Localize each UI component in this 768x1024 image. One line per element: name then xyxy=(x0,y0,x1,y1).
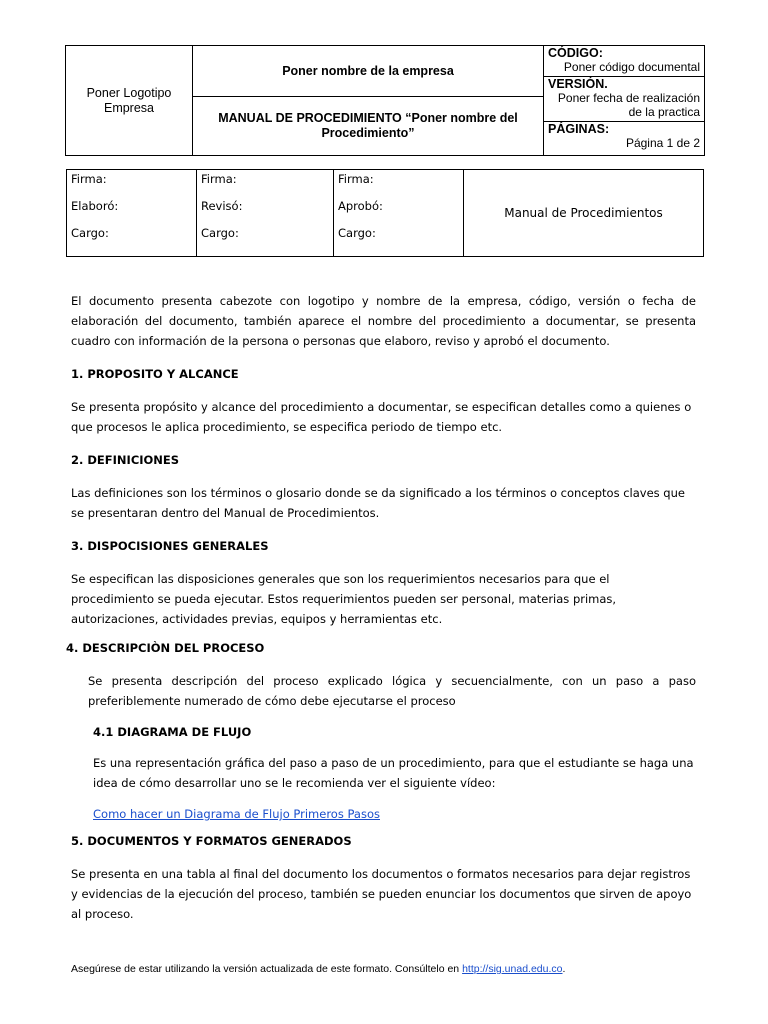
section-text-1: Se presenta propósito y alcance del procedimiento a documentar, se especifican detalles como a quienes o que procesos le aplica procedimiento, se especifica periodo de tiempo etc. xyxy=(71,400,692,434)
flowchart-video-link[interactable]: Como hacer un Diagrama de Flujo Primeros Pasos xyxy=(93,807,380,821)
cargo-label: Cargo: xyxy=(71,226,109,240)
intro-paragraph: El documento presenta cabezote con logotipo y nombre de la empresa, código, versión o fecha de elaboración del documento, también aparece el nombre del procedimiento a documentar, se presenta cuadro con información de la persona o personas que elaboro, reviso y aprobó el documento. xyxy=(71,294,696,348)
logo-placeholder: Poner Logotipo Empresa xyxy=(66,46,193,156)
section-text-3: Se especifican las disposiciones generales que son los requerimientos necesarios para que el procedimiento se pueda ejecutar. Estos requerimientos pueden ser personal, materias primas, autorizaciones, actividades previas, equipos y herramientas etc. xyxy=(71,572,617,626)
section-text-4: Se presenta descripción del proceso explicado lógica y secuencialmente, con un paso a paso preferiblemente numerado de cómo debe ejecutarse el proceso xyxy=(88,674,696,708)
signature-table xyxy=(66,169,704,257)
cargo-label: Cargo: xyxy=(338,226,376,240)
codigo-label: CÓDIGO: xyxy=(548,46,603,60)
section-text-4-1: Es una representación gráfica del paso a paso de un procedimiento, para que el estudiante se haga una idea de cómo desarrollar uno se le recomienda ver el siguiente vídeo: xyxy=(93,756,694,790)
firma-label: Firma: xyxy=(338,172,374,186)
aprobo-label: Aprobó: xyxy=(338,199,383,213)
signature-cell-reviso xyxy=(197,170,334,257)
company-name: Poner nombre de la empresa xyxy=(193,46,544,97)
paginas-label: PÁGINAS: xyxy=(548,122,610,136)
video-link-paragraph xyxy=(71,804,696,824)
paginas-block xyxy=(544,122,704,155)
manual-title: MANUAL DE PROCEDIMIENTO “Poner nombre del Procedimiento” xyxy=(193,97,544,156)
codigo-block xyxy=(544,46,704,77)
document-header-table xyxy=(65,45,705,156)
section-text-2: Las definiciones son los términos o glosario donde se da significado a los términos o conceptos claves que se presentaran dentro del Manual de Procedimientos. xyxy=(71,486,685,520)
page-footer xyxy=(71,963,565,975)
document-body xyxy=(66,291,696,924)
section-heading-4-1: 4.1 DIAGRAMA DE FLUJO xyxy=(93,725,252,739)
document-meta xyxy=(544,46,705,156)
version-block xyxy=(544,77,704,122)
version-value: Poner fecha de realización de la practica xyxy=(557,91,700,119)
footer-text: Asegúrese de estar utilizando la versión actualizada de este formato. Consúltelo en xyxy=(71,963,463,975)
footer-end: . xyxy=(562,963,566,975)
paginas-value: Página 1 de 2 xyxy=(625,136,700,150)
firma-label: Firma: xyxy=(201,172,237,186)
section-heading-2: 2. DEFINICIONES xyxy=(71,453,180,467)
version-label: VERSIÓN. xyxy=(548,77,608,91)
reviso-label: Revisó: xyxy=(201,199,243,213)
codigo-value: Poner código documental xyxy=(563,60,700,74)
firma-label: Firma: xyxy=(71,172,107,186)
section-heading-4: 4. DESCRIPCIÒN DEL PROCESO xyxy=(66,641,265,655)
section-heading-3: 3. DISPOCISIONES GENERALES xyxy=(71,539,269,553)
document-type-cell: Manual de Procedimientos xyxy=(464,170,704,257)
signature-cell-elaboro xyxy=(67,170,197,257)
elaboro-label: Elaboró: xyxy=(71,199,119,213)
section-heading-5: 5. DOCUMENTOS Y FORMATOS GENERADOS xyxy=(71,834,352,848)
section-heading-1: 1. PROPOSITO Y ALCANCE xyxy=(71,367,239,381)
cargo-label: Cargo: xyxy=(201,226,239,240)
footer-link[interactable]: http://sig.unad.edu.co xyxy=(462,963,563,975)
section-text-5: Se presenta en una tabla al final del documento los documentos o formatos necesarios para dejar registros y evidencias de la ejecución del proceso, también se pueden enunciar los documentos que sirven de apoyo al proceso. xyxy=(71,867,692,921)
signature-cell-aprobo xyxy=(334,170,464,257)
